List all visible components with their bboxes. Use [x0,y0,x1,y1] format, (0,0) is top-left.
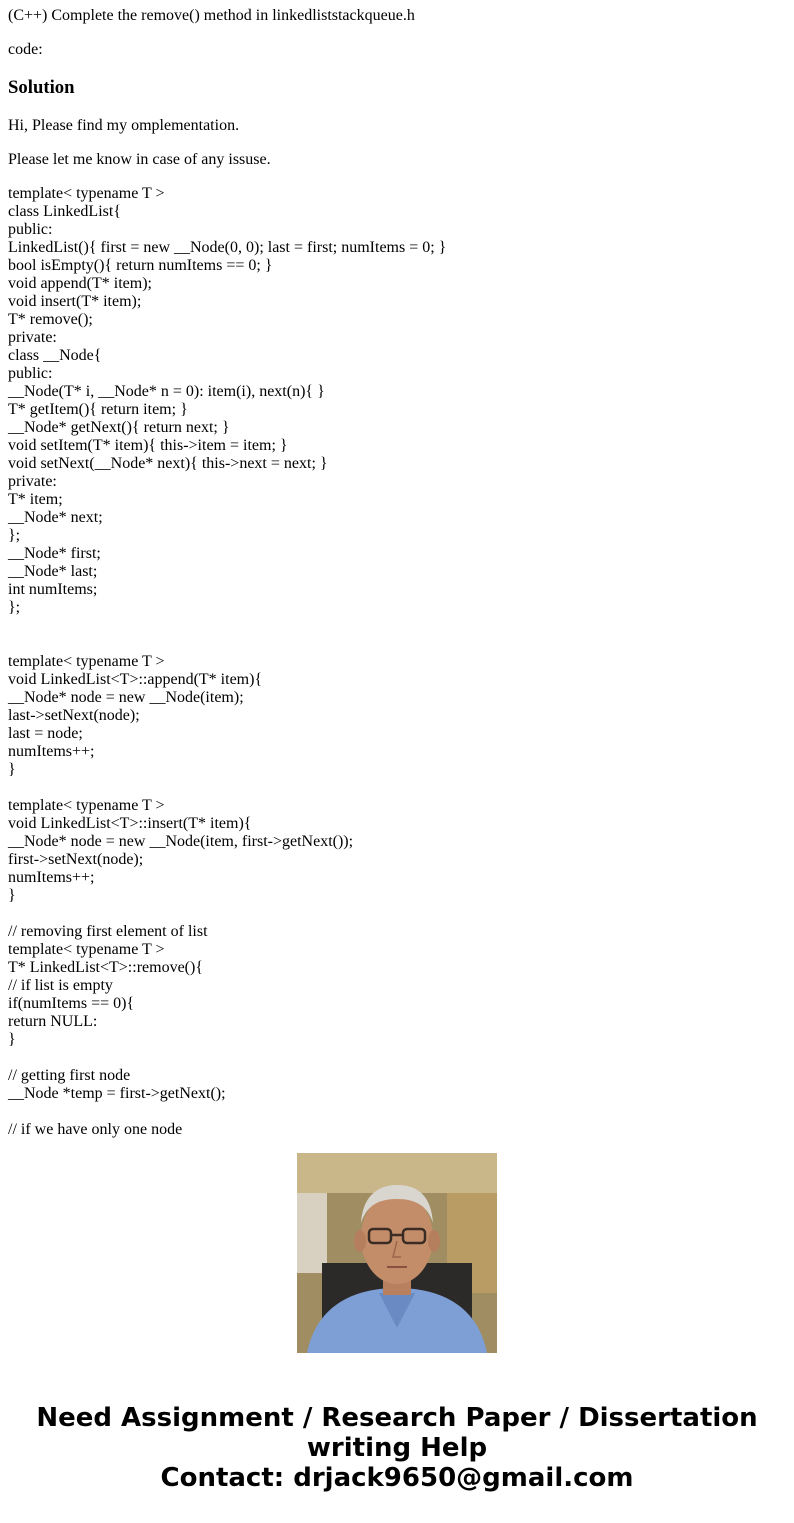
code-line: if(numItems == 0){ [8,995,135,1012]
code-line: class LinkedList{ [8,203,121,220]
promo-line-3: Contact: drjack9650@gmail.com [160,1463,634,1493]
code-line: // removing first element of list [8,923,208,940]
code-line: int numItems; [8,581,98,598]
code-line: __Node* node = new __Node(item); [8,689,244,706]
code-line: void LinkedList<T>::insert(T* item){ [8,815,252,832]
code-line: } [8,1031,16,1048]
code-line: public: [8,365,53,382]
code-line: T* item; [8,491,63,508]
code-line: __Node(T* i, __Node* n = 0): item(i), next(n){ } [8,383,325,400]
promo-line-1: Need Assignment / Research Paper / Dissertation [36,1403,758,1433]
code-line: numItems++; [8,869,95,886]
code-line: public: [8,221,53,238]
code-line: } [8,761,16,778]
code-line: // if list is empty [8,977,113,994]
code-line [8,1103,788,1121]
document-content [8,0,788,1138]
code-line: template< typename T > [8,185,165,202]
solution-intro: Hi, Please find my omplementation. [8,117,240,134]
code-line: __Node* last; [8,563,98,580]
code-block [8,185,788,1139]
code-line [8,617,788,635]
author-avatar [297,1153,497,1353]
code-line: last->setNext(node); [8,707,140,724]
solution-note: Please let me know in case of any issuse. [8,151,271,168]
question-title: (C++) Complete the remove() method in linkedliststackqueue.h [8,7,415,24]
code-line: bool isEmpty(){ return numItems == 0; } [8,257,273,274]
promo-line-2: writing Help [306,1433,488,1463]
code-line: __Node* node = new __Node(item, first->getNext()); [8,833,354,850]
code-line: __Node* first; [8,545,101,562]
code-line: }; [8,527,21,544]
code-line: T* LinkedList<T>::remove(){ [8,959,204,976]
code-label: code: [8,41,43,58]
code-line: LinkedList(){ first = new __Node(0, 0); last = first; numItems = 0; } [8,239,447,256]
code-line: template< typename T > [8,797,165,814]
solution-heading: Solution [8,77,75,98]
code-line: T* getItem(){ return item; } [8,401,188,418]
code-line: // getting first node [8,1067,131,1084]
code-line: void setNext(__Node* next){ this->next = next; } [8,455,328,472]
code-line: __Node* getNext(){ return next; } [8,419,230,436]
code-line: class __Node{ [8,347,102,364]
code-line: private: [8,329,57,346]
code-line [8,1049,788,1067]
code-line: template< typename T > [8,653,165,670]
code-line [8,779,788,797]
code-line [8,905,788,923]
code-line: void insert(T* item); [8,293,142,310]
code-line: void LinkedList<T>::append(T* item){ [8,671,263,688]
code-line: // if we have only one node [8,1121,183,1138]
code-line: numItems++; [8,743,95,760]
code-line: }; [8,599,21,616]
code-line: } [8,887,16,904]
code-line: __Node* next; [8,509,103,526]
code-line: template< typename T > [8,941,165,958]
author-photo [297,1153,497,1353]
code-line: return NULL: [8,1013,98,1030]
code-line: private: [8,473,57,490]
promo-banner [0,1403,794,1493]
code-line [8,635,788,653]
code-line: first->setNext(node); [8,851,144,868]
code-line: void setItem(T* item){ this->item = item; } [8,437,288,454]
code-line: last = node; [8,725,83,742]
code-line: T* remove(); [8,311,93,328]
code-line: __Node *temp = first->getNext(); [8,1085,226,1102]
code-line: void append(T* item); [8,275,152,292]
